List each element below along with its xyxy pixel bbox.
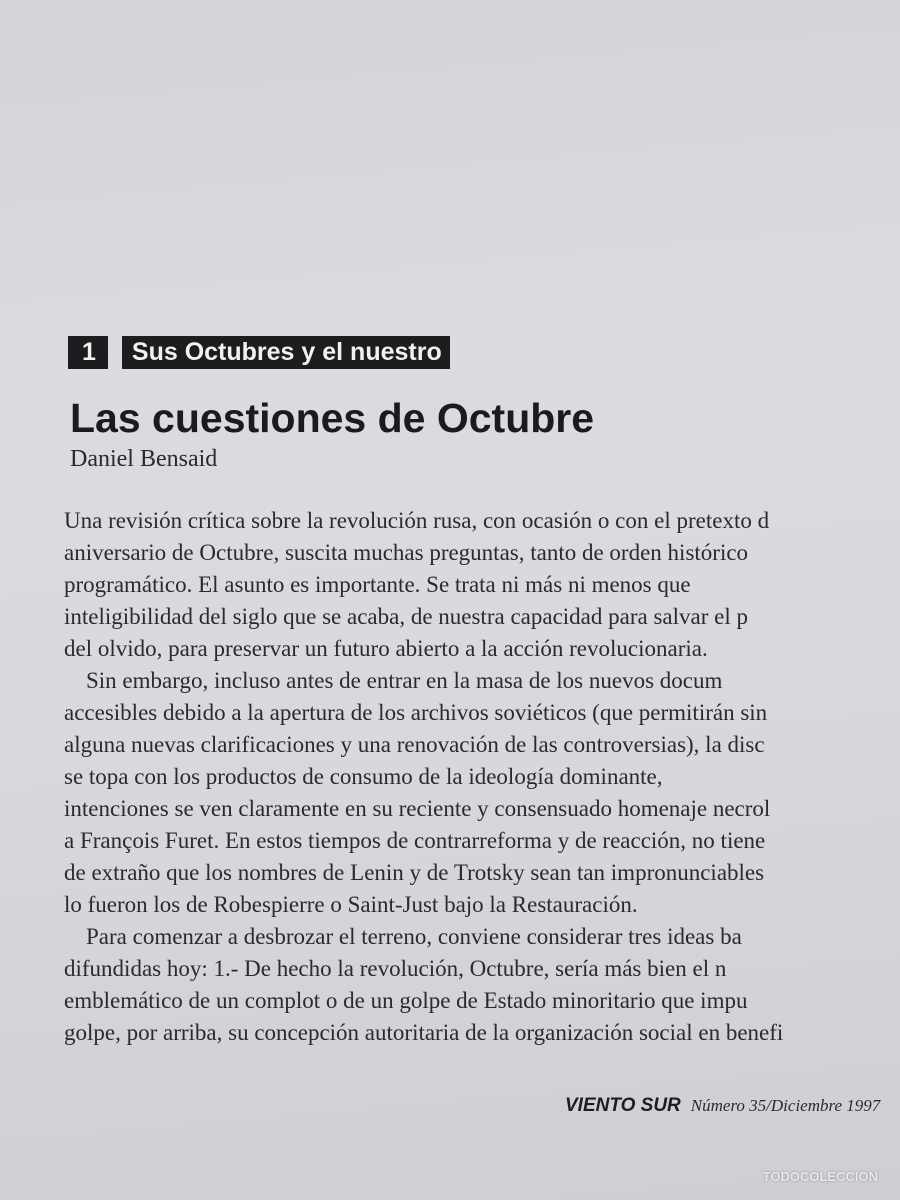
watermark: TODOCOLECCION — [762, 1169, 878, 1184]
article-author: Daniel Bensaid — [70, 446, 218, 472]
text-line: Sin embargo, incluso antes de entrar en la masa de los nuevos docum — [86, 668, 723, 693]
text-line: Para comenzar a desbrozar el terreno, conviene considerar tres ideas ba — [86, 924, 742, 949]
text-line: golpe, por arriba, su concepción autoritaria de la organización social en benefi — [64, 1020, 784, 1045]
text-line: programático. El asunto es importante. Se trata ni más ni menos que — [64, 572, 691, 597]
section-number: 1 — [68, 336, 108, 369]
footer-issue-info: Número 35/Diciembre 1997 — [690, 1096, 881, 1115]
text-line: alguna nuevas clarificaciones y una renovación de las controversias), la disc — [64, 732, 765, 757]
footer-magazine-name: VIENTO SUR — [565, 1095, 681, 1116]
text-line: inteligibilidad del siglo que se acaba, de nuestra capacidad para salvar el p — [64, 604, 748, 629]
paragraph-2 — [64, 665, 900, 921]
section-title: Sus Octubres y el nuestro — [122, 336, 450, 369]
text-line: del olvido, para preservar un futuro abierto a la acción revolucionaria. — [64, 636, 708, 661]
text-line: Una revisión crítica sobre la revolución rusa, con ocasión o con el pretexto d — [64, 508, 770, 533]
text-line: emblemático de un complot o de un golpe de Estado minoritario que impu — [64, 988, 748, 1013]
text-line: a François Furet. En estos tiempos de contrarreforma y de reacción, no tiene — [64, 828, 766, 853]
paragraph-3 — [64, 921, 900, 1049]
text-line: difundidas hoy: 1.- De hecho la revolución, Octubre, sería más bien el n — [64, 956, 727, 981]
article-title: Las cuestiones de Octubre — [70, 395, 595, 441]
text-line: de extraño que los nombres de Lenin y de Trotsky sean tan impronunciables — [64, 860, 765, 885]
text-line: aniversario de Octubre, suscita muchas preguntas, tanto de orden histórico — [64, 540, 749, 565]
article-body — [64, 505, 900, 1049]
text-line: intenciones se ven claramente en su reciente y consensuado homenaje necrol — [64, 796, 771, 821]
section-header — [68, 336, 450, 369]
page-footer — [565, 1095, 880, 1117]
text-line: se topa con los productos de consumo de la ideología dominante, — [64, 764, 663, 789]
text-line: accesibles debido a la apertura de los archivos soviéticos (que permitirán sin — [64, 700, 768, 725]
paragraph-1 — [64, 505, 900, 665]
text-line: lo fueron los de Robespierre o Saint-Just bajo la Restauración. — [64, 892, 638, 917]
